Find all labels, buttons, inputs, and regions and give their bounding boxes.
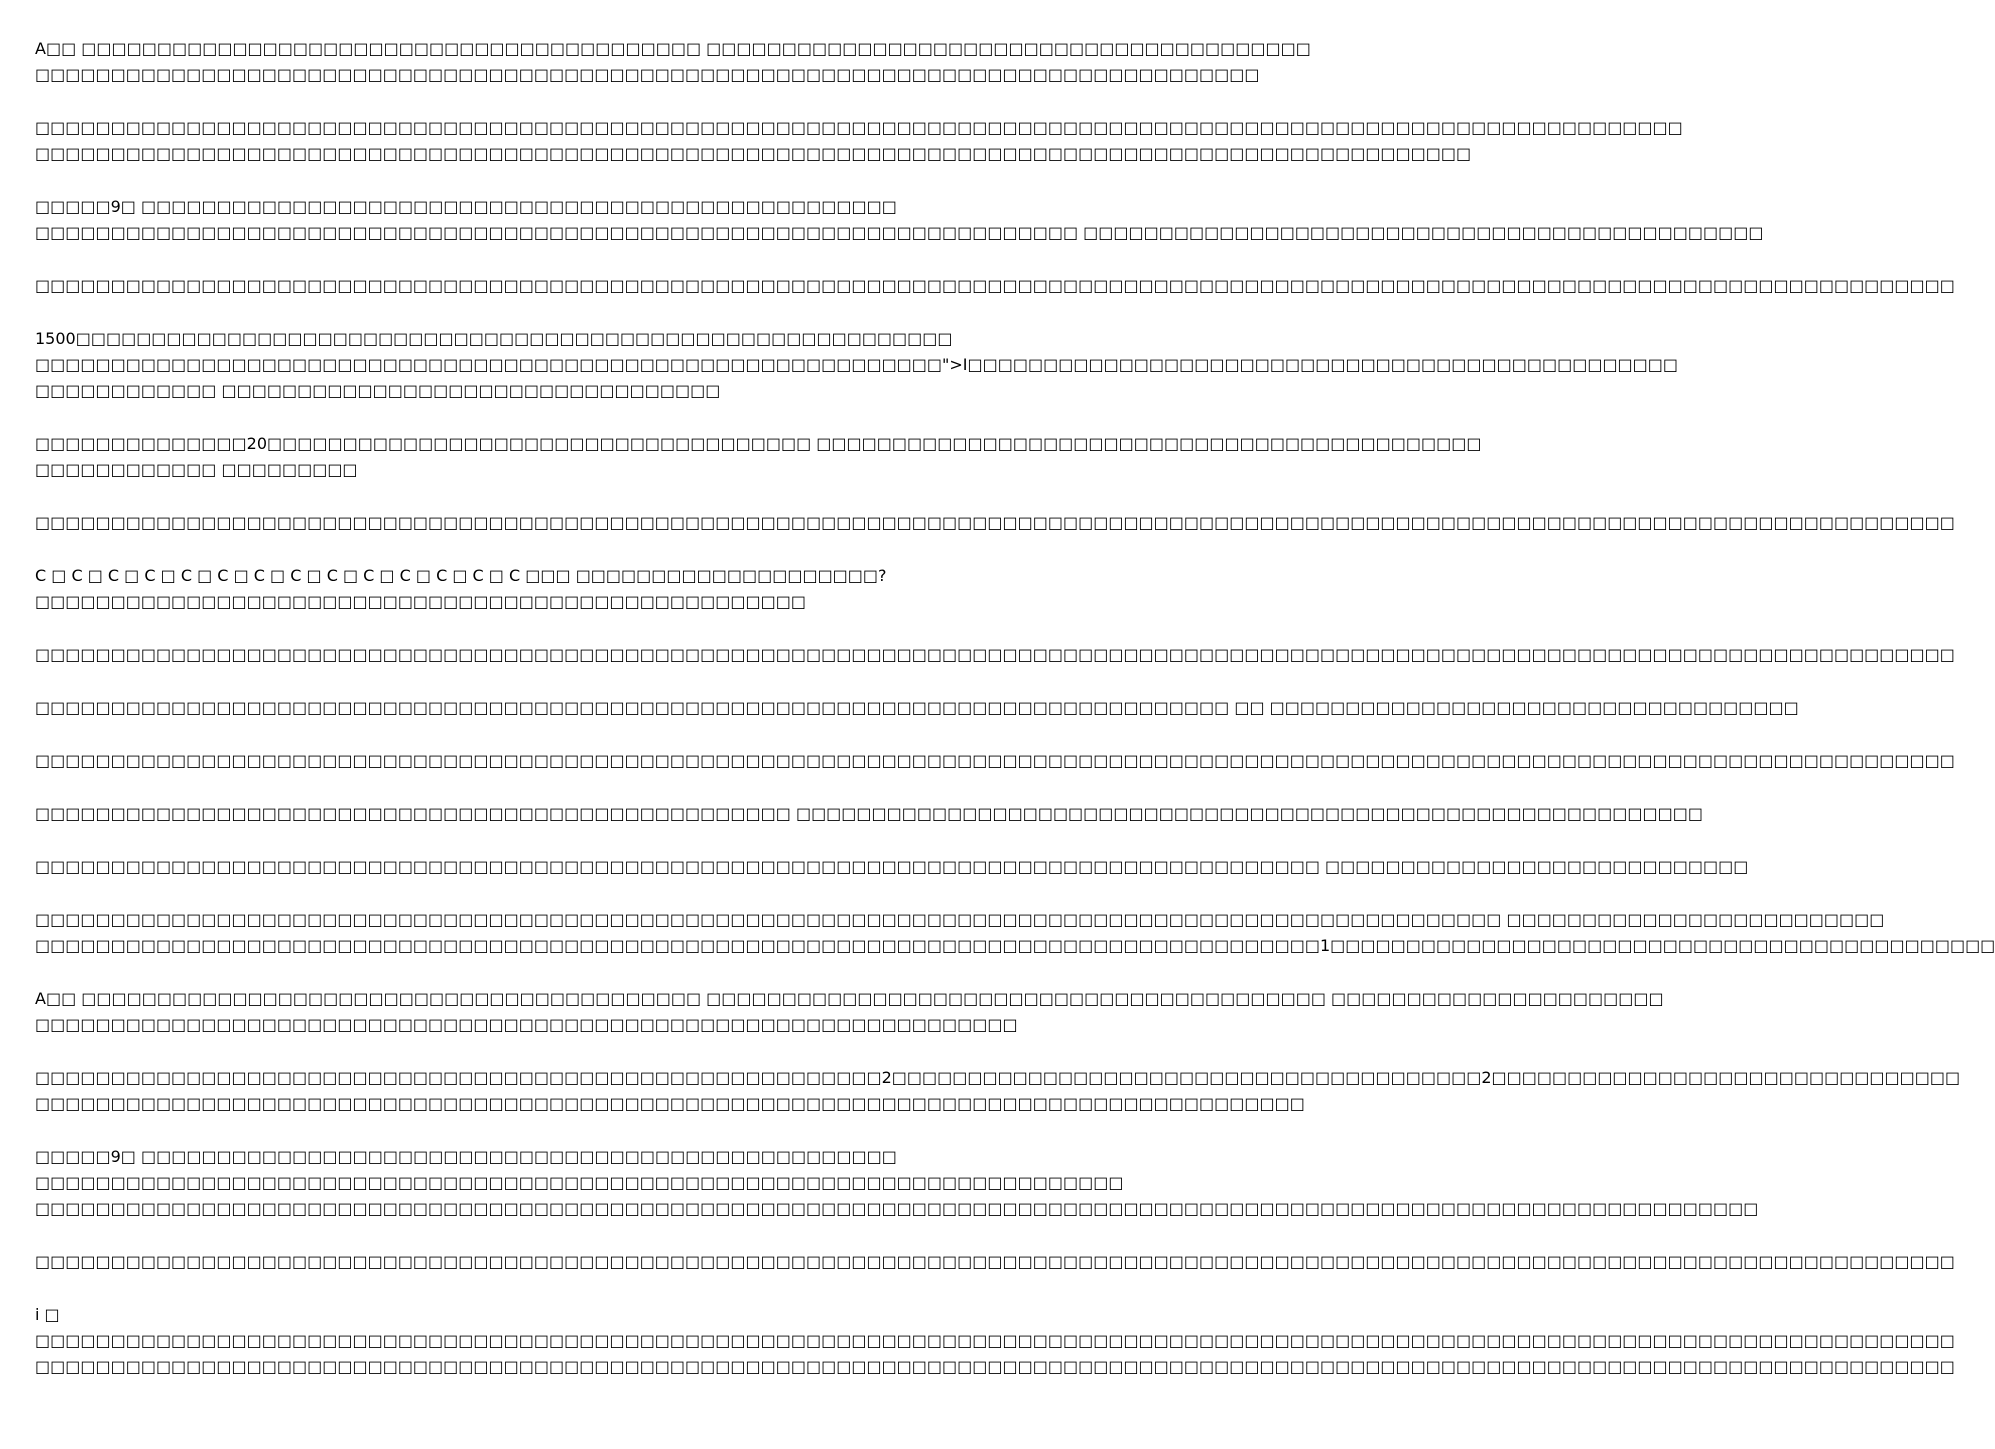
text-line: □□□□□□□□□□□□□□□□□□□□□□□□□□□□□□□□□□□□□□□□□□□□□□□□□□□□□□□□□□□□□□□□□□□□□□□□□□□□□□□□□□□□□□□□□□□□□□□□□□□□□□□□□□□□□ [35, 118, 1683, 137]
text-line: □□□□□□□□□□□□□□□□□□□□□□□□□□□□□□□□□□□□□□□□□□□□□□□□□□□□□□□□□□□□□□□□□□□□□□□□□□□□□□□□□□□□□□□□□□□□□□□□□□□□□□□□□□□□□□□□□□□□□□□□□□□□□□□ [35, 1331, 1955, 1350]
text-line: □□□□□□□□□□□□□□□□□□□□□□□□□□□□□□□□□□□□□□□□□□□□□□□□□□□□□□□□□□□□□□□□□□□□□□□□□□□□□□□□□□□□□□□□□□□□□□□□□□□□□□□□□□□□□□□□□□□□□□□□□□□□□□□ [35, 276, 1955, 295]
document-body [35, 36, 1995, 1407]
text-line: □□□□□□□□□□□□□□□□□□□□□□□□□□□□□□□□□□□□□□□□□□□□□□□□□□ □□□□□□□□□□□□□□□□□□□□□□□□□□□□□□□□□□□□□□□□□□□□□□□□□□□□□□□□□□□□ [35, 804, 1703, 823]
paragraph [35, 1249, 1955, 1275]
paragraph [35, 801, 1703, 827]
text-line: □□□□□□□□□□□□□□□□□□□□□□□□□□□□□□□□□□□□□□□□□□□□□□□□□□□□□□□□□□□□□□□□□□□□□□□□□□□□□□□□□□□□□ □□□□□□□□□□□□□□□□□□□□□□□□□□□□ [35, 857, 1749, 876]
text-line: □□□□□□□□□□□□□□□□□□□□□□□□□□□□□□□□□□□□□□□□□□□□□□□□□□□□□□□□2□□□□□□□□□□□□□□□□□□□□□□□□□□□□□□□□□□□□□□□2□□□□□□□□□□□□□□□□□□□□□□□□□□□□□□□ [35, 1068, 1961, 1087]
text-line: □□□□□□□□□□□□□□□□□□□□□□□□□□□□□□□□□□□□□□□□□□□□□□□□□□□□□□□□□□□□">I□□□□□□□□□□□□□□□□□□□□□□□□□□□□□□□□□□□□□□□□□□□□□□□ [35, 355, 1679, 374]
paragraph [35, 431, 1482, 483]
paragraph [35, 986, 1664, 1038]
text-line: C □ C □ C □ C □ C □ C □ C □ C □ C □ C □ C □ C □ C □ C □□□ □□□□□□□□□□□□□□□□□□□□? [35, 566, 887, 585]
text-line: □□□□□9□ □□□□□□□□□□□□□□□□□□□□□□□□□□□□□□□□□□□□□□□□□□□□□□□□□□ [35, 1147, 897, 1166]
paragraph [35, 510, 1955, 536]
text-line: A□□ □□□□□□□□□□□□□□□□□□□□□□□□□□□□□□□□□□□□□□□□□ □□□□□□□□□□□□□□□□□□□□□□□□□□□□□□□□□□□□□□□□□ □□□□□□□□□□□□□□□□□□□□□□ [35, 989, 1664, 1008]
paragraph [35, 1302, 1955, 1380]
paragraph [35, 907, 1995, 959]
text-line: □□□□□□□□□□□□□□□□□□□□□□□□□□□□□□□□□□□□□□□□□□□□□□□□□□□□□□□□□□□□□□□□□□□□□□□□□□□□□□□□□□□□□□□□□□□□□□□□□□□□□□□□□□□□□□□□□□□□□□□□□□□□□□□ [35, 1252, 1955, 1271]
paragraph [35, 194, 1764, 246]
text-line: □□□□□□□□□□□□□□20□□□□□□□□□□□□□□□□□□□□□□□□□□□□□□□□□□□□ □□□□□□□□□□□□□□□□□□□□□□□□□□□□□□□□□□□□□□□□□□□□ [35, 434, 1482, 453]
text-line: □□□□□□□□□□□□□□□□□□□□□□□□□□□□□□□□□□□□□□□□□□□□□□□□□□□□□□□□□□□□□□□□□□□□□□□□□□□□□□□□□□□□□1□□□□□□□□□□□□□□□□□□□□□□□□□□□□□□□□□□□□□□□□□□□□ [35, 936, 1995, 955]
paragraph [35, 326, 1679, 404]
text-line: □□□□□□□□□□□□ □□□□□□□□□ [35, 460, 358, 479]
text-line: □□□□□□□□□□□□□□□□□□□□□□□□□□□□□□□□□□□□□□□□□□□□□□□□□□□□□□□□□□□□□□□□□□□□□□□□□□□□□□□□□ [35, 65, 1260, 84]
text-line: 1500□□□□□□□□□□□□□□□□□□□□□□□□□□□□□□□□□□□□□□□□□□□□□□□□□□□□□□□□□□ [35, 329, 953, 348]
paragraph [35, 115, 1683, 167]
text-line: □□□□□□□□□□□□□□□□□□□□□□□□□□□□□□□□□□□□□□□□□□□□□□□□□□□□□□□□□□□□□□□□□□□□□□□□□□□□□□□□□□□□□□□□□□□□□□□□□□□□□□□□□□□□□□□□□□□□□□□□□□□□□□□ [35, 1357, 1955, 1376]
paragraph [35, 748, 1955, 774]
paragraph [35, 854, 1749, 880]
paragraph [35, 642, 1955, 668]
paragraph [35, 1144, 1759, 1222]
paragraph [35, 1065, 1961, 1117]
text-line: □□□□□□□□□□□□ □□□□□□□□□□□□□□□□□□□□□□□□□□□□□□□□□ [35, 381, 721, 400]
text-line: □□□□□□□□□□□□□□□□□□□□□□□□□□□□□□□□□□□□□□□□□□□□□□□□□□□□□□□□□□□□□□□□□□□□□□□□□□□□□□□□□□□□□□□□□□□□□□□□□□□□□□□□□□□□□□□□□□ [35, 1199, 1759, 1218]
text-line: □□□□□□□□□□□□□□□□□□□□□□□□□□□□□□□□□□□□□□□□□□□□□□□□□□□□□□□□□□□□□□□□□ [35, 1015, 1018, 1034]
text-line: i □ [35, 1305, 60, 1324]
text-line: □□□□□□□□□□□□□□□□□□□□□□□□□□□□□□□□□□□□□□□□□□□□□□□□□□□□□□□□□□□□□□□□□□□□□□□□□□□□□□□□□□□□□□□□□□□□□□□□□□□□□□□□□□□□□□□□□□□□□□□□□□□□□□□ [35, 513, 1955, 532]
text-line: □□□□□□□□□□□□□□□□□□□□□□□□□□□□□□□□□□□□□□□□□□□□□□□□□□□ [35, 592, 806, 611]
text-line: A□□ □□□□□□□□□□□□□□□□□□□□□□□□□□□□□□□□□□□□□□□□□ □□□□□□□□□□□□□□□□□□□□□□□□□□□□□□□□□□□□□□□□ [35, 39, 1311, 58]
text-line: □□□□□□□□□□□□□□□□□□□□□□□□□□□□□□□□□□□□□□□□□□□□□□□□□□□□□□□□□□□□□□□□□□□□□□□□□□□□□□□□□□□□□□□□□□□□□□□□□□□□□□□□□□□□□□□□□□□□□□□□□□□□□□□ [35, 751, 1955, 770]
text-line: □□□□□□□□□□□□□□□□□□□□□□□□□□□□□□□□□□□□□□□□□□□□□□□□□□□□□□□□□□□□□□□□□□□□□□□□□□□□□□□□□□□□□□□□□□□□□□□□□ □□□□□□□□□□□□□□□□□□□□□□□□□ [35, 910, 1885, 929]
text-line: □□□□□□□□□□□□□□□□□□□□□□□□□□□□□□□□□□□□□□□□□□□□□□□□□□□□□□□□□□□□□□□□□□□□□□□□□□□□□□□ □□ □□□□□□□□□□□□□□□□□□□□□□□□□□□□□□□□□□□ [35, 698, 1799, 717]
paragraph [35, 273, 1955, 299]
text-line: □□□□□□□□□□□□□□□□□□□□□□□□□□□□□□□□□□□□□□□□□□□□□□□□□□□□□□□□□□□□□□□□□□□□□□□□ [35, 1173, 1124, 1192]
paragraph [35, 563, 990, 615]
text-line: □□□□□□□□□□□□□□□□□□□□□□□□□□□□□□□□□□□□□□□□□□□□□□□□□□□□□□□□□□□□□□□□□□□□□□□□□□□□□□□□□□□□□□□□□□□□□□□ [35, 144, 1472, 163]
text-line: □□□□□9□ □□□□□□□□□□□□□□□□□□□□□□□□□□□□□□□□□□□□□□□□□□□□□□□□□□ [35, 197, 897, 216]
paragraph [35, 695, 1799, 721]
paragraph [35, 36, 1311, 88]
text-line: □□□□□□□□□□□□□□□□□□□□□□□□□□□□□□□□□□□□□□□□□□□□□□□□□□□□□□□□□□□□□□□□□□□□□ □□□□□□□□□□□□□□□□□□□□□□□□□□□□□□□□□□□□□□□□□□□□□ [35, 223, 1764, 242]
text-line: □□□□□□□□□□□□□□□□□□□□□□□□□□□□□□□□□□□□□□□□□□□□□□□□□□□□□□□□□□□□□□□□□□□□□□□□□□□□□□□□□□□□ [35, 1094, 1305, 1113]
text-line: □□□□□□□□□□□□□□□□□□□□□□□□□□□□□□□□□□□□□□□□□□□□□□□□□□□□□□□□□□□□□□□□□□□□□□□□□□□□□□□□□□□□□□□□□□□□□□□□□□□□□□□□□□□□□□□□□□□□□□□□□□□□□□□ [35, 645, 1955, 664]
